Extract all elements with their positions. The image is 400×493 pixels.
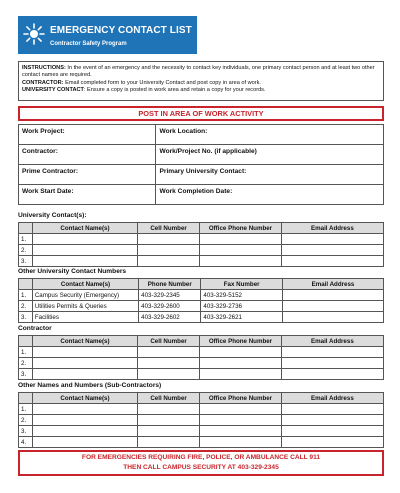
table-cell[interactable]: [282, 312, 383, 323]
table-row: [19, 290, 384, 301]
column-header: Contact Name(s): [32, 223, 137, 234]
column-header: Email Address: [281, 393, 383, 404]
instructions-text: In the event of an emergency and the necessity to contact key individuals, one primary contact person and at least two other contact names are required.: [22, 65, 375, 79]
row-number: 1.: [19, 404, 33, 415]
table-cell[interactable]: [32, 369, 137, 380]
table-header-row: [19, 279, 384, 290]
table-cell[interactable]: [138, 369, 200, 380]
table-row: [19, 312, 384, 323]
post-banner: POST IN AREA OF WORK ACTIVITY: [18, 106, 384, 121]
form-subtitle: Contractor Safety Program: [50, 41, 127, 47]
table-row: [19, 437, 384, 448]
contractor-instr-text: Email completed form to your University Contact and post copy in area of work.: [65, 79, 261, 86]
row-number-header: [19, 279, 33, 290]
column-header: Contact Name(s): [32, 336, 137, 347]
emergency-banner: [18, 450, 384, 476]
column-header: Email Address: [281, 336, 383, 347]
table-cell[interactable]: Utilities Permits & Queries: [32, 301, 138, 312]
table-cell[interactable]: [281, 347, 383, 358]
column-header: Email Address: [282, 279, 383, 290]
work-project-no-field[interactable]: Work/Project No. (if applicable): [156, 145, 384, 165]
table-cell[interactable]: [281, 256, 383, 267]
table-cell[interactable]: [281, 369, 383, 380]
table-cell[interactable]: 403-329-2602: [139, 312, 201, 323]
table-cell[interactable]: [32, 415, 137, 426]
table-cell[interactable]: [281, 437, 383, 448]
row-number-header: [19, 336, 33, 347]
table-cell[interactable]: [32, 347, 137, 358]
table-cell[interactable]: [281, 234, 383, 245]
column-header: Office Phone Number: [200, 336, 282, 347]
table-row: [19, 245, 384, 256]
table-row: [19, 358, 384, 369]
table-cell[interactable]: [200, 245, 282, 256]
table-header-row: [19, 223, 384, 234]
sun-logo-icon: [23, 23, 45, 45]
work-completion-date-field[interactable]: Work Completion Date:: [156, 185, 384, 205]
table-cell[interactable]: [200, 415, 282, 426]
university-contacts-label: University Contact(s):: [18, 212, 87, 219]
table-cell[interactable]: [200, 437, 282, 448]
row-number: 3.: [19, 369, 33, 380]
form-title: EMERGENCY CONTACT LIST: [50, 25, 192, 36]
table-row: [19, 404, 384, 415]
table-cell[interactable]: [32, 245, 137, 256]
row-number: 1.: [19, 347, 33, 358]
table-cell[interactable]: [282, 301, 383, 312]
table-cell[interactable]: [138, 415, 200, 426]
table-cell[interactable]: 403-329-5152: [201, 290, 283, 301]
table-cell[interactable]: [282, 290, 383, 301]
column-header: Email Address: [281, 223, 383, 234]
row-number: 1.: [19, 234, 33, 245]
table-cell[interactable]: [138, 234, 200, 245]
table-row: [19, 234, 384, 245]
university-contacts-table: [18, 222, 384, 267]
table-cell[interactable]: [138, 347, 200, 358]
table-row: [19, 426, 384, 437]
table-header-row: [19, 393, 384, 404]
column-header: Cell Number: [138, 393, 200, 404]
row-number: 3.: [19, 256, 33, 267]
instructions-box: [18, 61, 384, 101]
column-header: Cell Number: [138, 223, 200, 234]
instructions-label: INSTRUCTIONS:: [22, 65, 66, 71]
column-header: Fax Number: [201, 279, 283, 290]
table-row: [19, 369, 384, 380]
table-cell[interactable]: [200, 404, 282, 415]
table-cell[interactable]: [138, 256, 200, 267]
table-cell[interactable]: Campus Security (Emergency): [32, 290, 138, 301]
table-row: [19, 415, 384, 426]
table-cell[interactable]: [200, 234, 282, 245]
primary-university-contact-field[interactable]: Primary University Contact:: [156, 165, 384, 185]
form-header: [18, 16, 197, 54]
other-university-label: Other University Contact Numbers: [18, 268, 127, 275]
table-cell[interactable]: [200, 347, 282, 358]
table-cell[interactable]: [138, 426, 200, 437]
row-number: 2.: [19, 415, 33, 426]
subcontractors-table: [18, 392, 384, 448]
table-cell[interactable]: [138, 437, 200, 448]
table-cell[interactable]: [281, 358, 383, 369]
row-number: 2.: [19, 245, 33, 256]
other-university-table: [18, 278, 384, 323]
table-header-row: [19, 336, 384, 347]
table-row: [19, 347, 384, 358]
emergency-line-1: FOR EMERGENCIES REQUIRING FIRE, POLICE, OR AMBULANCE CALL 911: [81, 454, 321, 461]
table-cell[interactable]: [200, 369, 282, 380]
table-cell[interactable]: [32, 234, 137, 245]
university-instr-label: UNIVERSITY CONTACT: [22, 86, 84, 93]
table-cell[interactable]: [200, 358, 282, 369]
column-header: Cell Number: [138, 336, 200, 347]
table-cell[interactable]: 403-329-2345: [139, 290, 201, 301]
table-row: [19, 256, 384, 267]
table-cell[interactable]: [281, 404, 383, 415]
table-cell[interactable]: [32, 256, 137, 267]
table-cell[interactable]: [281, 426, 383, 437]
emergency-line-2: THEN CALL CAMPUS SECURITY AT 403-329-2345: [123, 464, 279, 471]
table-cell[interactable]: [138, 358, 200, 369]
table-cell[interactable]: [32, 426, 137, 437]
table-cell[interactable]: [281, 415, 383, 426]
contractor-table: [18, 335, 384, 380]
table-cell[interactable]: [200, 426, 282, 437]
table-cell[interactable]: Facilities: [32, 312, 138, 323]
table-row: [19, 301, 384, 312]
row-number: 3.: [19, 426, 33, 437]
table-cell[interactable]: [138, 404, 200, 415]
row-number-header: [19, 223, 33, 234]
university-instr-text: : Ensure a copy is posted in work area and retain a copy for your records.: [83, 86, 266, 93]
contractor-section-label: Contractor: [18, 325, 52, 332]
table-cell[interactable]: 403-329-2621: [201, 312, 283, 323]
row-number: 4.: [19, 437, 33, 448]
row-number: 2.: [19, 301, 33, 312]
subcontractors-label: Other Names and Numbers (Sub-Contractors): [18, 382, 162, 389]
column-header: Contact Name(s): [32, 279, 138, 290]
prime-contractor-field[interactable]: Prime Contractor:: [19, 165, 156, 185]
table-cell[interactable]: 403-329-2736: [201, 301, 283, 312]
column-header: Contact Name(s): [32, 393, 137, 404]
table-cell[interactable]: [138, 245, 200, 256]
work-start-date-field[interactable]: Work Start Date:: [19, 185, 156, 205]
table-cell[interactable]: [281, 245, 383, 256]
table-cell[interactable]: [200, 256, 282, 267]
contractor-field[interactable]: Contractor:: [19, 145, 156, 165]
column-header: Office Phone Number: [200, 223, 282, 234]
column-header: Office Phone Number: [200, 393, 282, 404]
column-header: Phone Number: [139, 279, 201, 290]
table-cell[interactable]: [32, 404, 137, 415]
row-number: 2.: [19, 358, 33, 369]
table-cell[interactable]: [32, 437, 137, 448]
project-info-table: [18, 124, 384, 205]
row-number-header: [19, 393, 33, 404]
table-cell[interactable]: [32, 358, 137, 369]
row-number: 1.: [19, 290, 33, 301]
row-number: 3.: [19, 312, 33, 323]
work-project-field[interactable]: Work Project:: [19, 125, 156, 145]
table-cell[interactable]: 403-329-2600: [139, 301, 201, 312]
contractor-instr-label: CONTRACTOR:: [22, 79, 64, 86]
work-location-field[interactable]: Work Location:: [156, 125, 384, 145]
